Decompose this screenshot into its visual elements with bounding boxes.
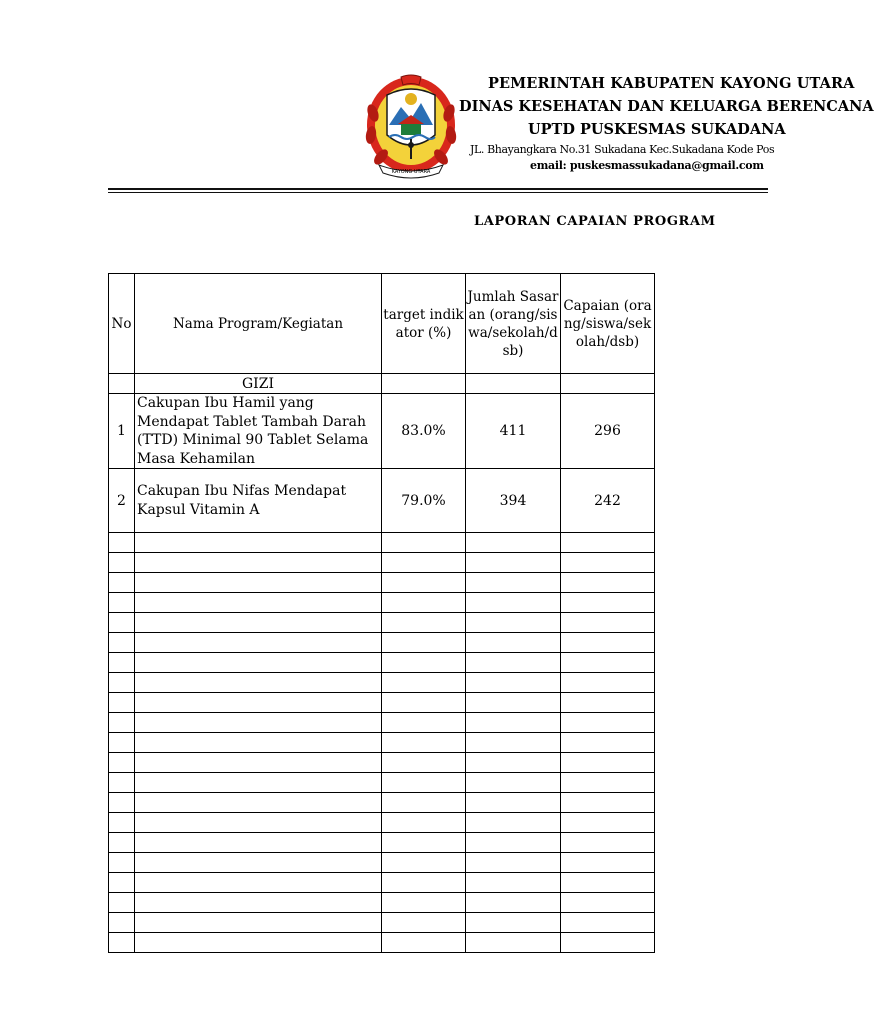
empty-cell [109,553,135,573]
empty-cell [135,913,382,933]
empty-row [109,733,655,753]
empty-cell [109,773,135,793]
empty-cell [382,873,466,893]
empty-cell [382,893,466,913]
row-number: 1 [109,394,135,469]
empty-cell [561,773,655,793]
table-header-row [109,274,655,374]
empty-row [109,533,655,553]
empty-cell [466,913,561,933]
empty-cell [561,813,655,833]
empty-cell [561,673,655,693]
empty-row [109,933,655,953]
empty-cell [135,653,382,673]
empty-cell [561,893,655,913]
empty-cell [382,813,466,833]
empty-cell [109,933,135,953]
empty-cell [382,693,466,713]
empty-cell [561,933,655,953]
empty-cell [561,713,655,733]
empty-cell [135,673,382,693]
column-header-target: target indikator (%) [382,274,466,374]
empty-row [109,893,655,913]
empty-cell [135,573,382,593]
empty-cell [466,553,561,573]
empty-cell [466,773,561,793]
empty-cell [466,533,561,553]
empty-cell [382,553,466,573]
header-divider-thick [108,188,768,190]
empty-cell [135,533,382,553]
column-header-sasaran: Jumlah Sasaran (orang/siswa/sekolah/dsb) [466,274,561,374]
empty-cell [382,573,466,593]
empty-cell [109,653,135,673]
header-address: JL. Bhayangkara No.31 Sukadana Kec.Sukadana Kode Pos [470,143,775,156]
empty-rows [109,533,655,953]
empty-row [109,653,655,673]
empty-row [109,813,655,833]
empty-cell [135,713,382,733]
kayong-utara-logo [365,73,457,179]
empty-cell [109,893,135,913]
empty-cell [382,613,466,633]
empty-cell [382,633,466,653]
empty-cell [109,693,135,713]
empty-cell [561,833,655,853]
empty-row [109,673,655,693]
empty-cell [109,633,135,653]
table-row [109,469,655,533]
header-puskesmas: UPTD PUSKESMAS SUKADANA [528,121,786,138]
category-label: GIZI [135,374,382,394]
empty-cell [561,733,655,753]
empty-cell [382,653,466,673]
empty-cell [382,773,466,793]
capaian-value: 296 [561,394,655,469]
empty-row [109,833,655,853]
empty-cell [466,673,561,693]
capaian-value: 242 [561,469,655,533]
empty-cell [561,793,655,813]
empty-cell [135,733,382,753]
header-email: email: puskesmassukadana@gmail.com [530,159,764,172]
empty-cell [382,753,466,773]
empty-row [109,693,655,713]
empty-cell [135,773,382,793]
empty-cell [135,633,382,653]
category-row [109,374,655,394]
target-value: 79.0% [382,469,466,533]
empty-cell [466,593,561,613]
empty-cell [382,593,466,613]
empty-cell [466,873,561,893]
empty-cell [382,853,466,873]
empty-cell [382,533,466,553]
empty-cell [135,813,382,833]
empty-cell [135,933,382,953]
empty-cell [109,753,135,773]
empty-cell [561,693,655,713]
empty-cell [466,833,561,853]
empty-cell [135,793,382,813]
empty-cell [466,753,561,773]
column-header-capaian: Capaian (orang/siswa/sekolah/dsb) [561,274,655,374]
empty-row [109,593,655,613]
empty-row [109,773,655,793]
empty-cell [109,533,135,553]
empty-cell [135,613,382,633]
empty-cell [466,693,561,713]
empty-cell [109,613,135,633]
empty-cell [561,613,655,633]
empty-cell [135,853,382,873]
column-header-no: No [109,274,135,374]
empty-cell [466,853,561,873]
empty-cell [561,873,655,893]
empty-cell [466,713,561,733]
empty-cell [109,913,135,933]
empty-cell [109,593,135,613]
sasaran-value: 411 [466,394,561,469]
empty-cell [109,873,135,893]
empty-cell [466,933,561,953]
target-value: 83.0% [382,394,466,469]
empty-cell [561,753,655,773]
empty-cell [561,533,655,553]
empty-cell [135,873,382,893]
empty-cell [466,653,561,673]
empty-cell [135,833,382,853]
program-name: Cakupan Ibu Hamil yang Mendapat Tablet Tambah Darah (TTD) Minimal 90 Tablet Selama Masa Kehamilan [135,394,382,469]
empty-cell [561,633,655,653]
empty-cell [561,653,655,673]
empty-row [109,853,655,873]
empty-row [109,633,655,653]
empty-cell [135,693,382,713]
empty-cell [109,733,135,753]
empty-row [109,913,655,933]
empty-cell [135,893,382,913]
empty-cell [382,793,466,813]
header-government: PEMERINTAH KABUPATEN KAYONG UTARA [488,75,855,92]
empty-row [109,873,655,893]
empty-cell [109,573,135,593]
empty-cell [382,913,466,933]
empty-row [109,553,655,573]
empty-cell [466,573,561,593]
empty-cell [466,893,561,913]
empty-cell [135,553,382,573]
column-header-name: Nama Program/Kegiatan [135,274,382,374]
empty-row [109,613,655,633]
empty-cell [561,593,655,613]
empty-cell [382,673,466,693]
empty-cell [382,733,466,753]
empty-cell [109,853,135,873]
empty-cell [109,713,135,733]
empty-cell [135,593,382,613]
empty-cell [561,913,655,933]
empty-row [109,753,655,773]
sasaran-value: 394 [466,469,561,533]
empty-cell [382,833,466,853]
program-table [108,273,655,953]
empty-row [109,793,655,813]
program-name: Cakupan Ibu Nifas Mendapat Kapsul Vitamin A [135,469,382,533]
row-number: 2 [109,469,135,533]
empty-cell [466,633,561,653]
empty-cell [109,673,135,693]
empty-cell [382,933,466,953]
empty-cell [466,813,561,833]
empty-cell [109,793,135,813]
empty-cell [109,813,135,833]
empty-cell [109,833,135,853]
empty-cell [382,713,466,733]
empty-cell [466,613,561,633]
svg-text:KAYONG UTARA: KAYONG UTARA [391,169,431,175]
header-department: DINAS KESEHATAN DAN KELUARGA BERENCANA [459,98,874,115]
empty-cell [561,573,655,593]
empty-cell [466,733,561,753]
empty-cell [135,753,382,773]
empty-cell [466,793,561,813]
header-divider-thin [108,192,768,193]
report-title: LAPORAN CAPAIAN PROGRAM [474,214,716,229]
empty-cell [561,853,655,873]
table-row [109,394,655,469]
empty-row [109,713,655,733]
empty-cell [561,553,655,573]
emblem-icon [365,73,457,179]
empty-row [109,573,655,593]
